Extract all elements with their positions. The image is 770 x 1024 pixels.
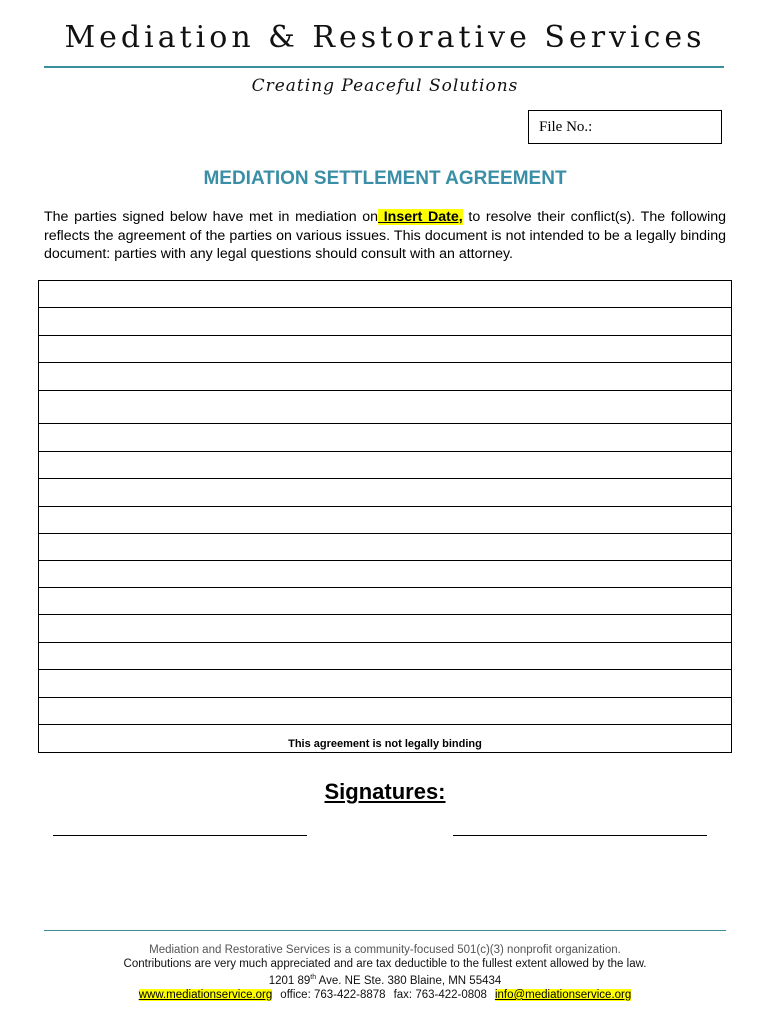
agreement-entry-cell[interactable] xyxy=(39,534,732,561)
agreement-row xyxy=(39,336,732,363)
agreement-row xyxy=(39,391,732,424)
agreement-entry-cell[interactable] xyxy=(39,336,732,363)
address-ordinal-suffix: th xyxy=(310,974,317,981)
office-phone: office: 763-422-8878 xyxy=(280,988,386,1001)
file-number-field[interactable] xyxy=(528,110,722,144)
footer xyxy=(0,943,770,1002)
agreement-entry-cell[interactable] xyxy=(39,561,732,588)
agreement-row xyxy=(39,534,732,561)
agreement-entry-cell[interactable] xyxy=(39,452,732,479)
agreement-entry-cell[interactable] xyxy=(39,643,732,670)
agreement-entry-cell[interactable] xyxy=(39,281,732,308)
agreement-row xyxy=(39,479,732,507)
agreement-row xyxy=(39,308,732,336)
insert-date-field[interactable]: Insert Date, xyxy=(378,209,463,225)
agreement-row xyxy=(39,424,732,452)
address-rest: Ave. NE Ste. 380 Blaine, MN 55434 xyxy=(316,974,502,987)
organization-name: Mediation & Restorative Services xyxy=(64,20,706,55)
agreement-entry-cell[interactable] xyxy=(39,363,732,391)
agreement-row xyxy=(39,507,732,534)
intro-text-before: The parties signed below have met in mediation on xyxy=(44,209,379,225)
signatures-heading: Signatures: xyxy=(324,779,446,804)
agreement-row xyxy=(39,281,732,308)
fax-number: fax: 763-422-0808 xyxy=(393,988,487,1001)
agreement-row xyxy=(39,588,732,615)
agreement-entry-cell[interactable] xyxy=(39,424,732,452)
agreement-row xyxy=(39,363,732,391)
agreement-entry-cell[interactable] xyxy=(39,479,732,507)
footer-contact-line xyxy=(0,988,770,1002)
footer-divider xyxy=(44,930,726,931)
address-street-number: 1201 89 xyxy=(268,974,311,987)
document-title: MEDIATION SETTLEMENT AGREEMENT xyxy=(203,168,567,189)
intro-text-after: to resolve their conflict(s). The following reflects the agreement of the parties on various issues. This document is not intended to be a legally binding document: parties with any legal questions should consult with an attorney. xyxy=(44,209,726,262)
tagline: Creating Peaceful Solutions xyxy=(251,76,519,96)
signature-line-party-2[interactable] xyxy=(453,835,707,836)
email-link[interactable]: info@mediationservice.org xyxy=(494,988,632,1001)
agreement-entry-cell[interactable] xyxy=(39,615,732,643)
footer-nonprofit-statement: Mediation and Restorative Services is a community-focused 501(c)(3) nonprofit organization. xyxy=(149,944,621,956)
agreement-entry-cell[interactable] xyxy=(39,308,732,336)
agreement-row xyxy=(39,698,732,725)
header-divider xyxy=(44,66,724,68)
not-binding-note: This agreement is not legally binding xyxy=(288,738,482,750)
agreement-entry-cell[interactable] xyxy=(39,698,732,725)
agreement-row xyxy=(39,561,732,588)
signature-line-party-1[interactable] xyxy=(53,835,307,836)
file-number-label: File No.: xyxy=(539,119,593,135)
agreement-row xyxy=(39,670,732,698)
footer-address xyxy=(0,971,770,988)
website-link[interactable]: www.mediationservice.org xyxy=(138,988,273,1001)
agreement-row xyxy=(39,615,732,643)
agreement-row xyxy=(39,643,732,670)
agreement-entry-cell[interactable] xyxy=(39,588,732,615)
footer-contributions-statement: Contributions are very much appreciated and are tax deductible to the fullest extent allowed by the law. xyxy=(123,958,647,970)
agreement-entry-cell[interactable] xyxy=(39,391,732,424)
agreement-row xyxy=(39,452,732,479)
agreement-entry-cell[interactable] xyxy=(39,670,732,698)
intro-paragraph xyxy=(44,208,726,264)
agreement-lines-table xyxy=(38,280,732,753)
agreement-entry-cell[interactable] xyxy=(39,507,732,534)
